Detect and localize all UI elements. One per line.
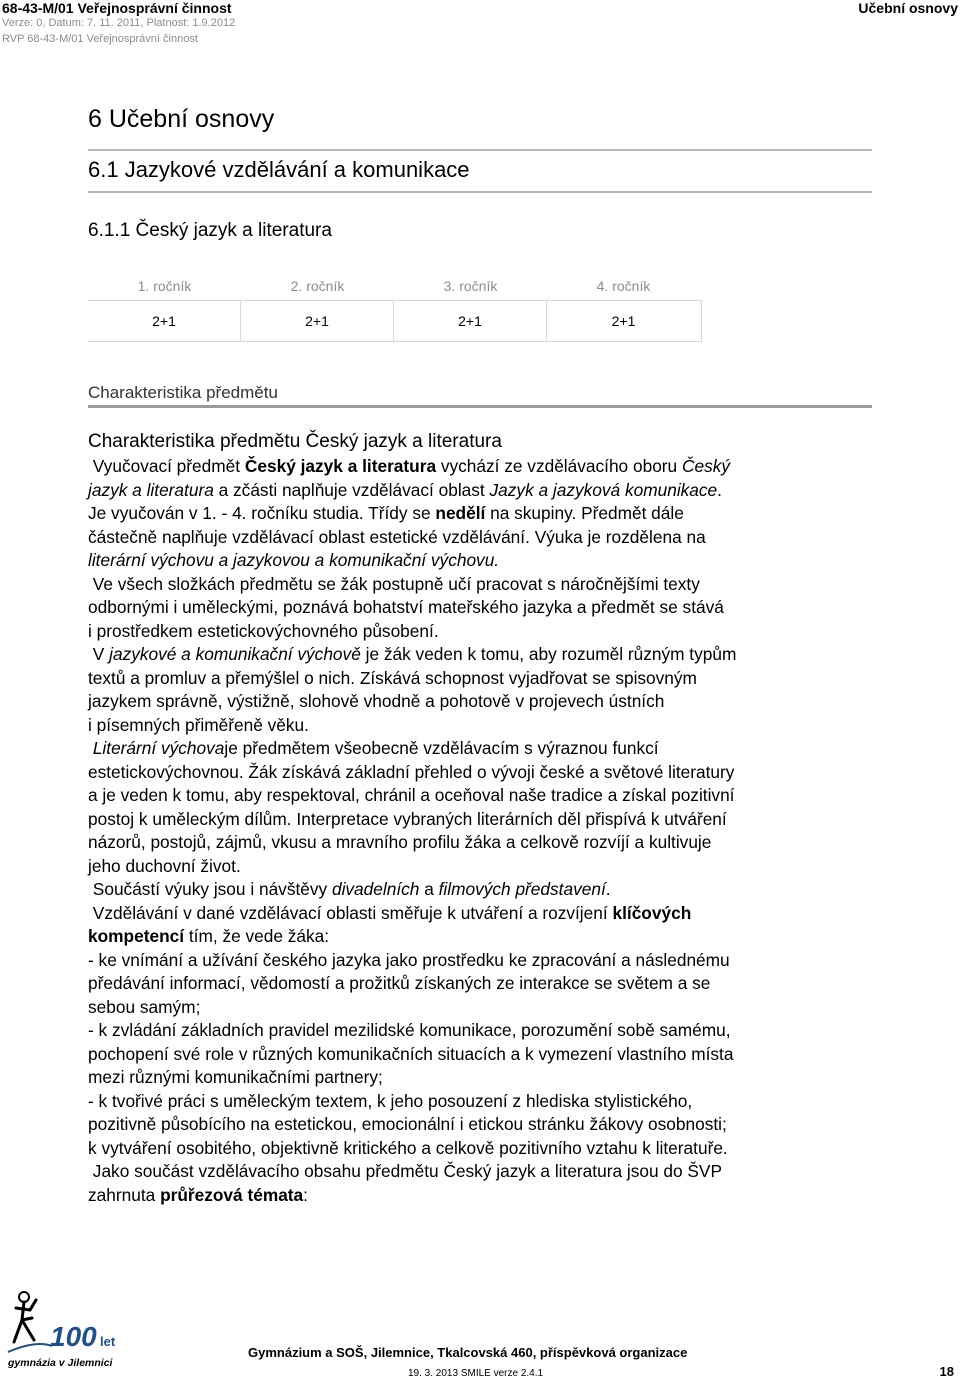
text-run: Český jazyk a literatura [244,456,437,476]
characteristics-title: Charakteristika předmětu Český jazyk a literatura [88,431,502,452]
year-label: 3. ročník [443,278,498,294]
body-line [88,949,878,973]
text-run: jeho duchovní život. [88,855,241,876]
text-run: filmových představení [438,879,606,899]
hours-row [88,300,702,342]
subsection-heading: 6.1.1 Český jazyk a literatura [88,220,332,241]
text-run: pochopení své role v různých komunikačních situacích a k vymezení vlastního místa [88,1043,734,1064]
body-line [88,761,878,785]
year-label: 2. ročník [290,278,345,294]
body-line [88,667,878,691]
body-line [88,549,878,573]
text-run: na skupiny. Předmět dále [485,503,684,523]
body-line [88,878,878,902]
text-run: k vytváření osobitého, objektivně kritického a celkově pozitivního vztahu k literatuře. [88,1137,728,1158]
text-run: Ve všech složkách předmětu se žák postupně učí pracovat s náročnějšími texty [88,573,700,594]
text-run: Literární výchova [92,738,225,758]
text-run: vychází ze vzdělávacího oboru [436,456,682,476]
text-run: jazyk a literatura [88,479,214,500]
body-line [88,831,878,855]
body-line [88,1113,878,1137]
body-line [88,502,878,526]
year-label: 1. ročník [137,278,192,294]
characteristics-rule [88,405,872,408]
text-run: - ke vnímání a užívání českého jazyka jako prostředku ke zpracování a následnému [88,949,730,970]
text-run: textů a promluv a přemýšlel o nich. Získává schopnost vyjadřovat se spisovným [88,667,697,688]
body-line [88,643,878,667]
body-line [88,1043,878,1067]
text-run: průřezová témata [160,1184,304,1205]
text-run: tím, že vede žáka: [184,926,330,946]
hours-cell: 2+1 [88,301,241,341]
text-run: Vyučovací předmět [88,456,245,476]
hours-cell: 2+1 [241,301,394,341]
body-line [88,596,878,620]
characteristics-label: Charakteristika předmětu [88,383,278,402]
text-run: částečně naplňuje vzdělávací oblast estetické vzdělávání. Výuka je rozdělena na [88,526,706,547]
text-run: . [605,879,611,899]
text-run: a zčásti naplňuje vzdělávací oblast [213,479,490,500]
text-run: jazykem správně, výstižně, slohově vhodně a pohotově v projevech ústních [88,691,665,711]
text-run: odbornými i uměleckými, poznává bohatství mateřského jazyka a předmět se stává [88,597,724,617]
logo-caption: gymnázia v Jilemnici [8,1357,113,1369]
text-run: kompetencí [88,926,185,946]
text-run: postoj k uměleckým dílům. Interpretace vybraných literárních děl přispívá k utváření [88,808,727,829]
footer-date: 19. 3. 2013 SMILE verze 2.4.1 [408,1368,544,1379]
text-run: předávání informací, vědomostí a prožitků získaných ze interakce se světem a se [88,973,711,993]
anniversary-logo-icon [6,1290,118,1370]
body-line [88,1090,878,1114]
year-header-row [88,276,702,298]
footer-school-name: Gymnázium a SOŠ, Jilemnice, Tkalcovská 460, příspěvková organizace [248,1345,688,1360]
text-run: literární výchovu a jazykovou a komunikační výchovu. [88,550,500,570]
hours-cell: 2+1 [611,313,636,329]
section-heading: 6.1 Jazykové vzdělávání a komunikace [88,157,470,182]
body-line [88,479,878,503]
body-line [88,902,878,926]
body-line [88,972,878,996]
version-line: Verze: 0, Datum: 7. 11. 2011, Platnost: 1.9.2012 [2,17,236,29]
logo-number: 100 [50,1321,97,1352]
text-run: a [419,879,439,899]
text-run: sebou samým; [88,996,201,1017]
body-line [88,526,878,550]
text-run: V [88,644,110,664]
text-run: Český [681,456,730,476]
chapter-heading: 6 Učební osnovy [88,105,275,133]
text-run: Je vyučován v 1. - 4. ročníku studia. Třídy se [88,503,436,523]
text-run: názorů, postojů, zájmů, vkusu a mravního profilu žáka a celkově rozvíjí a kultivuje [88,832,712,852]
text-run: - k tvořivé práci s uměleckým textem, k jeho posouzení z hlediska stylistického, [88,1090,693,1111]
body-line [88,1137,878,1161]
text-run: - k zvládání základních pravidel mezilidské komunikace, porozumění sobě samému, [88,1020,731,1040]
school-logo [6,1290,118,1370]
text-run: mezi různými komunikačními partnery; [88,1067,383,1087]
text-run: klíčových [612,902,692,923]
text-run: divadelních [331,879,420,899]
body-line [88,1160,878,1184]
body-line [88,784,878,808]
body-line [88,737,878,761]
body-line [88,690,878,714]
body-line [88,1184,878,1208]
logo-let: let [100,1334,116,1349]
text-run: . [717,479,722,500]
body-line [88,808,878,832]
body-line [88,855,878,879]
text-run: : [303,1184,308,1205]
section-rule [88,191,872,193]
body-text [88,455,878,1207]
body-line [88,1066,878,1090]
text-run: jazykové a komunikační výchově [109,644,361,664]
year-label: 4. ročník [596,278,651,294]
text-run: zahrnuta [88,1184,161,1205]
text-run: i prostředkem estetickovýchovného působení. [88,620,439,641]
page-number: 18 [939,1364,954,1379]
body-line [88,996,878,1020]
text-run: pozitivně působícího na estetickou, emocionální i etickou stránku žákovy osobnosti; [88,1114,727,1134]
body-line [88,1019,878,1043]
text-run: i písemných přiměřeně věku. [88,714,309,735]
body-line [88,714,878,738]
text-run: nedělí [435,503,486,523]
hours-cell: 2+1 [394,301,547,341]
body-line [88,455,878,479]
body-line [88,925,878,949]
text-run: Jazyk a jazyková komunikace [489,479,718,500]
body-line [88,620,878,644]
text-run: a je veden k tomu, aby respektoval, chránil a oceňoval naše tradice a získal pozitivní [88,785,735,805]
text-run: Součástí výuky jsou i návštěvy [88,879,332,899]
text-run: Jako součást vzdělávacího obsahu předmětu Český jazyk a literatura jsou do ŠVP [88,1161,722,1181]
text-run: je žák veden k tomu, aby rozuměl různým typům [360,644,737,664]
body-line [88,573,878,597]
header-section-name: Učební osnovy [858,0,958,16]
rvp-line: RVP 68-43-M/01 Veřejnosprávní činnost [2,33,198,45]
text-run: estetickovýchovnou. Žák získává základní přehled o vývoji české a světové literatury [88,761,735,782]
text-run: je předmětem všeobecně vzdělávacím s výraznou funkcí [224,738,659,758]
document-code-title: 68-43-M/01 Veřejnosprávní činnost [2,0,232,16]
heading-rule [88,149,872,151]
text-run: Vzdělávání v dané vzdělávací oblasti směřuje k utváření a rozvíjení [88,902,613,923]
